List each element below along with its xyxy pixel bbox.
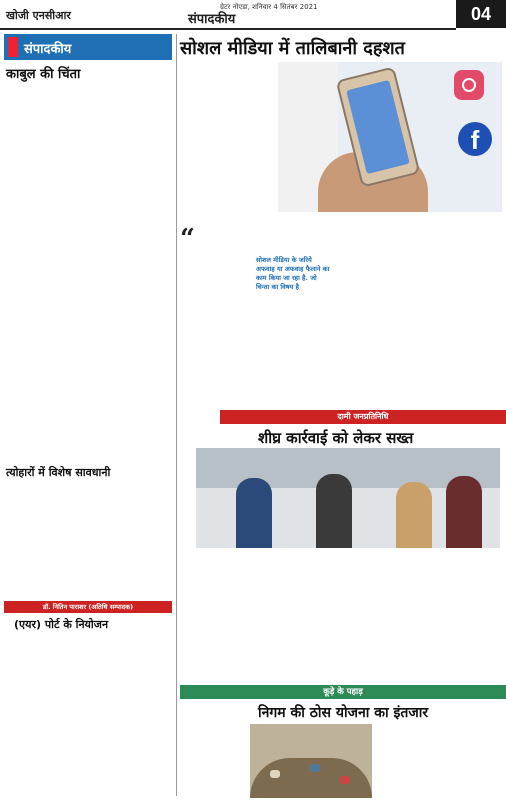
person-figure — [446, 476, 482, 548]
instagram-icon — [454, 70, 484, 100]
pullquote-text: सोशल मीडिया के जरिये अफवाह या अफवाह फैलाने का काम किया जा रहा है. जो चिन्ता का विषय है — [256, 256, 330, 291]
editorial-body-1 — [4, 82, 172, 460]
main-article-text-3 — [418, 216, 502, 406]
debris-shape — [310, 764, 320, 772]
main-article-text-2 — [334, 216, 414, 406]
column-divider — [176, 34, 177, 796]
meeting-photo — [196, 448, 500, 548]
left-column — [4, 34, 172, 796]
debris-shape — [270, 770, 280, 778]
person-figure — [316, 474, 352, 548]
third-article-text-1 — [180, 724, 246, 796]
main-headline: सोशल मीडिया में तालिबानी दहशत — [180, 38, 405, 59]
second-article-text-1 — [196, 552, 296, 680]
person-figure — [236, 478, 272, 548]
editorial-header — [4, 34, 172, 60]
headline-festivals: त्योहारों में विशेष सावधानी — [6, 466, 111, 479]
phone-screen — [346, 80, 409, 174]
masthead-rule — [0, 28, 456, 30]
dateline: ग्रेटर नोएडा, शनिवार 4 सितंबर 2021 — [220, 3, 318, 11]
person-figure — [396, 482, 432, 548]
third-article-text-2 — [376, 724, 502, 796]
masthead — [0, 0, 506, 30]
guest-editor-byline: डॉ. नितिन पाराशर (अतिथि सम्पादक) — [4, 601, 172, 613]
headline-kabul: काबुल की चिंता — [6, 67, 81, 82]
quote-mark-icon: “ — [180, 224, 195, 254]
editorial-tag — [8, 37, 18, 57]
second-headline: शीघ्र कार्रवाई को लेकर सख्त — [258, 429, 414, 447]
second-article-text-3 — [404, 552, 502, 680]
debris-shape — [340, 776, 350, 784]
main-article-text-1 — [180, 64, 274, 224]
page-number: 04 — [456, 0, 506, 28]
editorial-body-2 — [4, 482, 172, 598]
pullquote — [180, 224, 330, 308]
section-band-green: कूड़े के पहाड़ — [180, 685, 506, 699]
brand-name: खोजी एनसीआर — [6, 9, 71, 22]
social-media-photo — [278, 62, 502, 212]
section-name: संपादकीय — [188, 12, 236, 27]
editorial-body-3 — [4, 634, 172, 794]
facebook-icon: f — [458, 122, 492, 156]
section-band-red: दामी जनप्रतिनिधि — [220, 410, 506, 424]
headline-airport: (एयर) पोर्ट के नियोजन — [14, 618, 109, 631]
third-headline: निगम की ठोस योजना का इंतजार — [258, 705, 429, 721]
second-article-text-2 — [300, 552, 400, 680]
garbage-pile-photo — [250, 724, 372, 798]
editorial-label: संपादकीय — [24, 42, 72, 57]
main-article-text-4 — [180, 312, 330, 406]
